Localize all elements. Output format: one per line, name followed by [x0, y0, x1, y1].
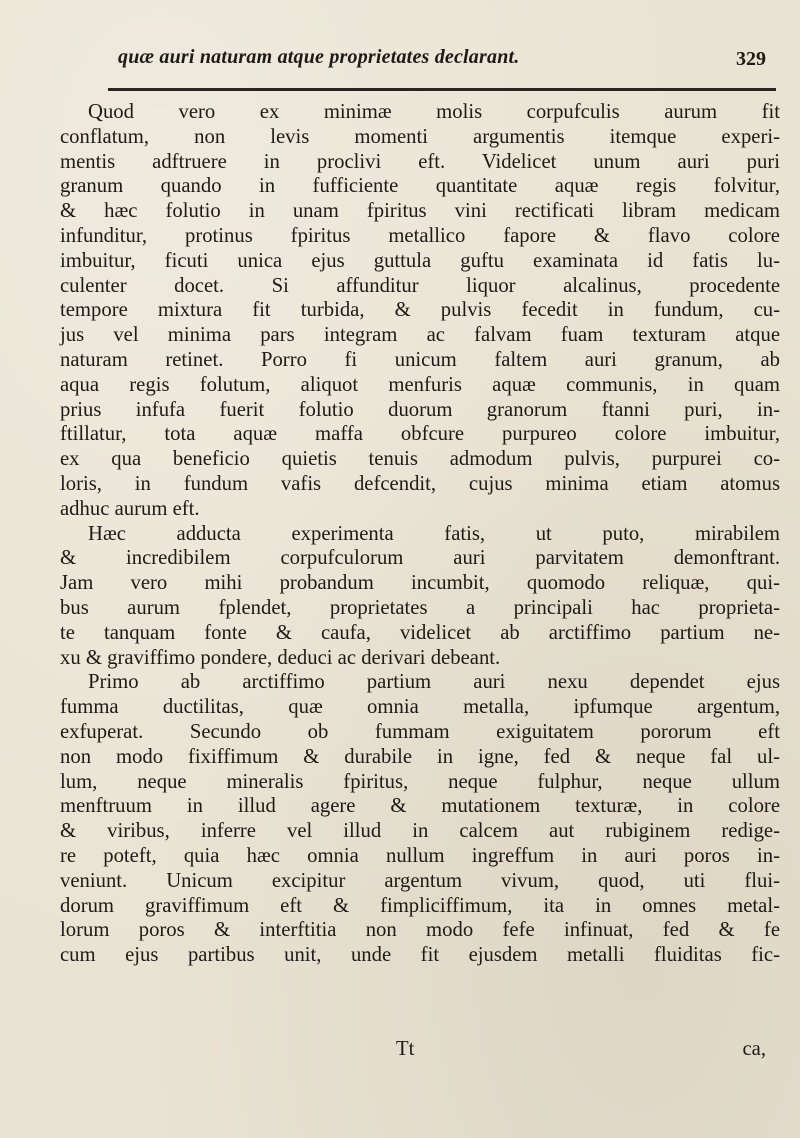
text-line: cum ejus partibus unit, unde fit ejusdem metalli fluiditas fic- — [60, 944, 780, 967]
text-line: te tanquam fonte & caufa, videlicet ab arctiffimo partium ne- — [60, 621, 780, 644]
text-line: ex qua beneficio quietis tenuis admodum pulvis, purpurei co- — [60, 448, 780, 471]
text-line: xu & graviffimo pondere, deduci ac derivari debeant. — [60, 646, 501, 669]
text-line: adhuc aurum eft. — [60, 497, 200, 520]
text-line: menftruum in illud agere & mutationem texturæ, in colore — [60, 795, 780, 818]
text-line: mentis adftruere in proclivi eft. Videlicet unum auri puri — [60, 150, 780, 173]
text-line: lorum poros & interftitia non modo fefe infinuat, fed & fe — [60, 919, 780, 942]
running-title: quæ auri naturam atque proprietates declarant. — [118, 46, 520, 68]
running-head — [118, 46, 778, 82]
text-line: jus vel minima pars integram ac falvam fuam texturam atque — [60, 324, 780, 347]
catchword: ca, — [742, 1038, 766, 1060]
text-line: re poteft, quia hæc omnia nullum ingreffum in auri poros in- — [60, 844, 780, 867]
text-line: granum quando in fufficiente quantitate aquæ regis folvitur, — [60, 175, 780, 198]
text-line: non modo fixiffimum & durabile in igne, fed & neque fal ul- — [60, 745, 780, 768]
text-line: lum, neque mineralis fpiritus, neque fulphur, neque ullum — [60, 770, 780, 793]
text-line: imbuitur, ficuti unica ejus guttula guftu examinata id fatis lu- — [60, 249, 780, 272]
text-line: fumma ductilitas, quæ omnia metalla, ipfumque argentum, — [60, 696, 780, 719]
text-line: infunditur, protinus fpiritus metallico fapore & flavo colore — [60, 224, 780, 247]
text-line: veniunt. Unicum excipitur argentum vivum, quod, uti flui- — [60, 869, 780, 892]
text-line: & incredibilem corpufculorum auri parvitatem demonftrant. — [60, 547, 780, 570]
text-line: exfuperat. Secundo ob fummam exiguitatem pororum eft — [60, 720, 780, 743]
text-line: Quod vero ex minimæ molis corpufculis aurum fit — [88, 101, 780, 123]
text-line: Jam vero mihi probandum incumbit, quomodo reliquæ, qui- — [60, 572, 780, 595]
text-line: bus aurum fplendet, proprietates a principali hac proprieta- — [60, 596, 780, 619]
text-line: ftillatur, tota aquæ maffa obfcure purpureo colore imbuitur, — [60, 423, 780, 446]
text-line: & viribus, inferre vel illud in calcem aut rubiginem redige- — [60, 820, 780, 843]
footer-row — [60, 1038, 772, 1064]
text-line: & hæc folutio in unam fpiritus vini rectificati libram medicam — [60, 200, 780, 223]
text-line: tempore mixtura fit turbida, & pulvis fecedit in fundum, cu- — [60, 299, 780, 322]
body-text — [60, 100, 780, 968]
text-line: conflatum, non levis momenti argumentis itemque experi- — [60, 125, 780, 148]
text-line: dorum graviffimum eft & fimpliciffimum, ita in omnes metal- — [60, 894, 780, 917]
header-rule — [108, 88, 776, 91]
text-line: naturam retinet. Porro fi unicum faltem auri granum, ab — [60, 348, 780, 371]
page-number: 329 — [736, 48, 766, 70]
text-line: prius infufa fuerit folutio duorum granorum ftanni puri, in- — [60, 398, 780, 421]
text-line: loris, in fundum vafis defcendit, cujus minima etiam atomus — [60, 472, 780, 495]
text-line: aqua regis folutum, aliquot menfuris aquæ communis, in quam — [60, 373, 780, 396]
text-line: culenter docet. Si affunditur liquor alcalinus, procedente — [60, 274, 780, 297]
text-line: Primo ab arctiffimo partium auri nexu dependet ejus — [88, 671, 780, 694]
signature-mark: Tt — [396, 1038, 415, 1060]
text-line: Hæc adducta experimenta fatis, ut puto, mirabilem — [88, 522, 780, 545]
